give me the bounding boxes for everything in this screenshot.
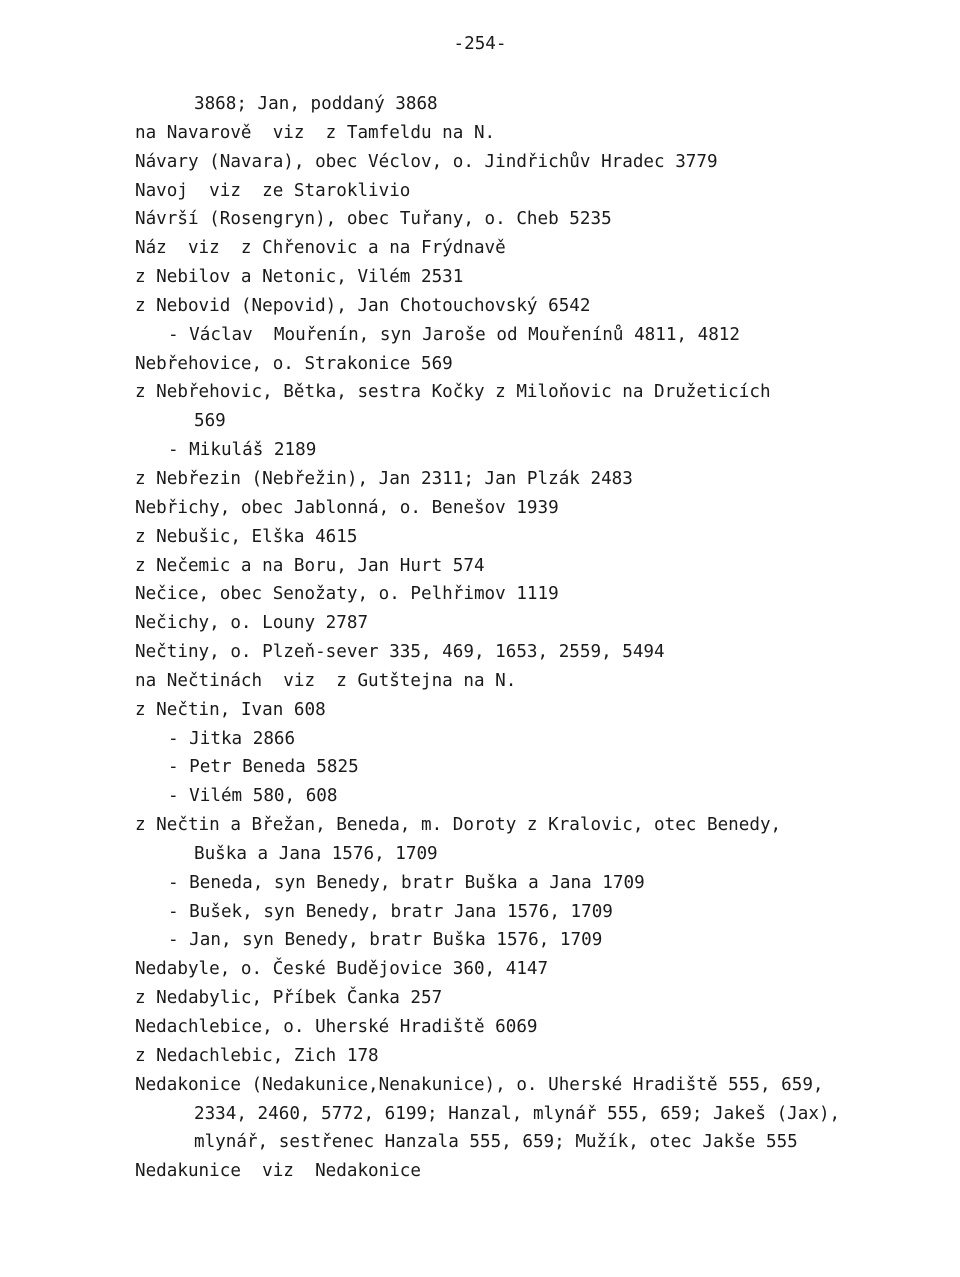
index-line: z Nedabylic, Příbek Čanka 257 [135,988,443,1009]
index-line: - Bušek, syn Benedy, bratr Jana 1576, 1709 [168,901,613,922]
index-line: Navoj viz ze Staroklivio [135,180,411,201]
index-line: 3868; Jan, poddaný 3868 [194,94,438,114]
index-line: na Navarově viz z Tamfeldu na N. [135,122,496,143]
index-line: Nedachlebice, o. Uherské Hradiště 6069 [135,1017,538,1037]
index-line: - Beneda, syn Benedy, bratr Buška a Jana 1709 [168,872,645,893]
index-line: - Jitka 2866 [168,728,296,749]
index-line: z Nebřehovic, Bětka, sestra Kočky z Miloňovic na Družeticích [135,382,771,403]
index-line: Nečice, obec Senožaty, o. Pelhřimov 1119 [135,584,559,605]
index-line: Buška a Jana 1576, 1709 [194,843,438,864]
index-line: 569 [194,411,226,432]
index-line: Nečichy, o. Louny 2787 [135,613,369,634]
index-line: Nebřehovice, o. Strakonice 569 [135,353,453,374]
index-line: z Nečtin, Ivan 608 [135,699,326,720]
index-line: Nedabyle, o. České Budějovice 360, 4147 [135,959,549,980]
index-line: z Nebovid (Nepovid), Jan Chotouchovský 6542 [135,295,591,316]
index-line: Nebřichy, obec Jablonná, o. Benešov 1939 [135,497,559,518]
index-line: Návary (Navara), obec Véclov, o. Jindřichův Hradec 3779 [135,151,718,172]
index-line: Nedakonice (Nedakunice,Nenakunice), o. Uherské Hradiště 555, 659, [135,1074,824,1095]
index-line: z Nečemic a na Boru, Jan Hurt 574 [135,555,485,576]
index-line: z Nebřezin (Nebřežin), Jan 2311; Jan Plzák 2483 [135,468,633,489]
index-line: z Nečtin a Břežan, Beneda, m. Doroty z Kralovic, otec Benedy, [135,815,782,836]
index-line: mlynář, sestřenec Hanzala 555, 659; Mužík, otec Jakše 555 [194,1132,798,1153]
index-line: 2334, 2460, 5772, 6199; Hanzal, mlynář 555, 659; Jakeš (Jax), [194,1103,841,1124]
index-line: - Petr Beneda 5825 [168,757,359,778]
index-line: - Vilém 580, 608 [168,786,338,807]
page-number: -254- [453,34,507,54]
index-line: - Václav Mouřenín, syn Jaroše od Mouřenínů 4811, 4812 [168,324,740,345]
index-line: Nedakunice viz Nedakonice [135,1161,421,1182]
index-line: - Jan, syn Benedy, bratr Buška 1576, 1709 [168,930,603,951]
index-line: Návrší (Rosengryn), obec Tuřany, o. Cheb 5235 [135,209,612,230]
index-line: z Nebušic, Elška 4615 [135,526,358,547]
index-line: Náz viz z Chřenovic a na Frýdnavě [135,238,506,259]
index-line: - Mikuláš 2189 [168,440,317,461]
index-line: Nečtiny, o. Plzeň-sever 335, 469, 1653, 2559, 5494 [135,642,665,663]
index-line: z Nebilov a Netonic, Vilém 2531 [135,267,464,288]
index-entries [135,90,935,1186]
index-line: na Nečtinách viz z Gutštejna na N. [135,670,517,691]
index-line: z Nedachlebic, Zich 178 [135,1045,379,1066]
